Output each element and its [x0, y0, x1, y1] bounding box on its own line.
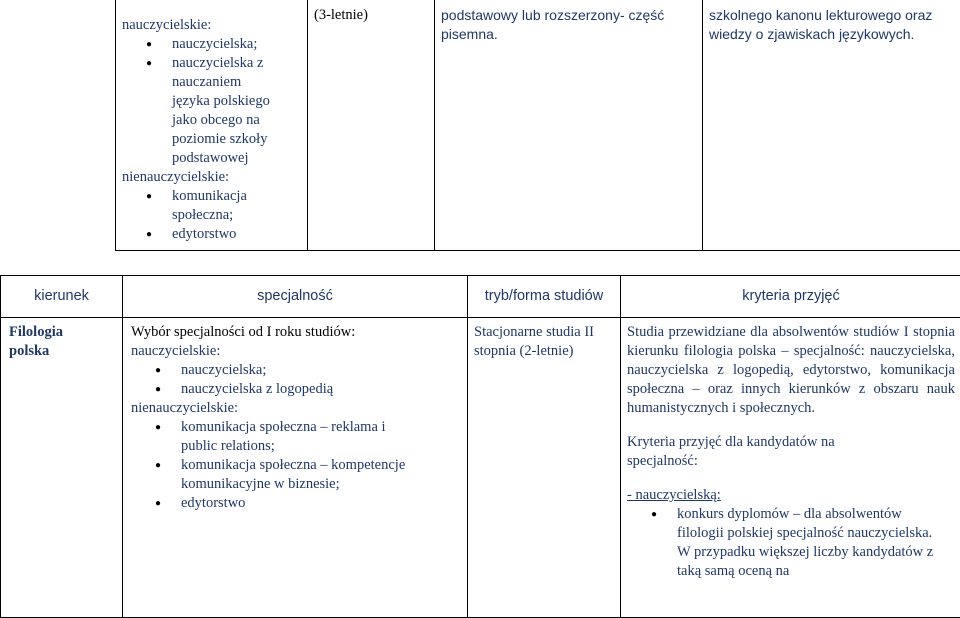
kryteria-paragraph-2: Kryteria przyjęć dla kandydatów na specjalność:	[627, 433, 867, 471]
kierunek-text: Filologia polska	[9, 323, 79, 361]
non-teacher-heading: nienauczycielskie:	[131, 399, 461, 418]
kryteria-paragraph: Studia przewidziane dla absolwentów studiów I stopnia kierunku filologia polska – specjalność: nauczycielska, nauczycielska z logopedią, edytorstwo, komunikacja społeczna – oraz innych kierunków z obszaru nauk humanistycznych i społecznych.	[627, 323, 955, 418]
main-table	[0, 275, 960, 618]
header-specjalnosc: specjalność	[123, 276, 468, 318]
teacher-heading: nauczycielskie:	[122, 16, 301, 35]
list-item: ● komunikacja społeczna – kompetencje komunikacyjne w biznesie;	[131, 456, 421, 494]
top-exam-cell	[435, 0, 703, 251]
kryteria-cell	[621, 318, 960, 618]
spec-intro: Wybór specjalności od I roku studiów:	[131, 323, 461, 342]
list-item: ● komunikacja społeczna – reklama i public relations;	[131, 418, 421, 456]
non-teacher-list	[131, 418, 421, 513]
mode-text: (3-letnie)	[314, 7, 368, 23]
criteria-text: szkolnego kanonu lekturowego oraz wiedzy o zjawiskach językowych.	[709, 7, 932, 42]
header-kryteria: kryteria przyjęć	[621, 276, 960, 318]
non-teacher-list	[122, 187, 301, 244]
kierunek-cell	[1, 318, 123, 618]
teacher-heading: nauczycielskie:	[131, 342, 461, 361]
top-mode-cell	[308, 0, 435, 251]
header-kierunek: kierunek	[1, 276, 123, 318]
list-item: ● edytorstwo	[131, 494, 421, 513]
list-item: ● komunikacja społeczna;	[122, 187, 262, 225]
header-row	[1, 276, 960, 318]
kryteria-list	[627, 505, 955, 581]
top-specialization-cell	[116, 0, 308, 251]
teacher-list	[122, 35, 301, 168]
exam-text: podstawowy lub rozszerzony- część pisemna.	[441, 7, 664, 42]
teacher-list	[131, 361, 461, 399]
list-item: ● nauczycielska;	[122, 35, 301, 54]
table-row	[1, 318, 960, 618]
list-item: ● nauczycielska;	[131, 361, 461, 380]
top-criteria-cell	[703, 0, 960, 251]
tryb-text: Stacjonarne studia II stopnia (2-letnie)	[474, 324, 594, 359]
top-table	[115, 0, 960, 251]
list-item: ● nauczycielska z nauczaniem języka polskiego jako obcego na poziomie szkoły podstawowej	[122, 54, 282, 168]
kryteria-subheading: - nauczycielską:	[627, 486, 955, 505]
list-item: ● nauczycielska z logopedią	[131, 380, 461, 399]
tryb-cell	[468, 318, 621, 618]
header-tryb: tryb/forma studiów	[468, 276, 621, 318]
list-item: ● konkurs dyplomów – dla absolwentów filologii polskiej specjalność nauczycielska. W przypadku większej liczby kandydatów z taką samą oceną na	[627, 505, 955, 581]
specjalnosc-cell	[123, 318, 468, 618]
list-item: ● edytorstwo	[122, 225, 301, 244]
non-teacher-heading: nienauczycielskie:	[122, 168, 301, 187]
